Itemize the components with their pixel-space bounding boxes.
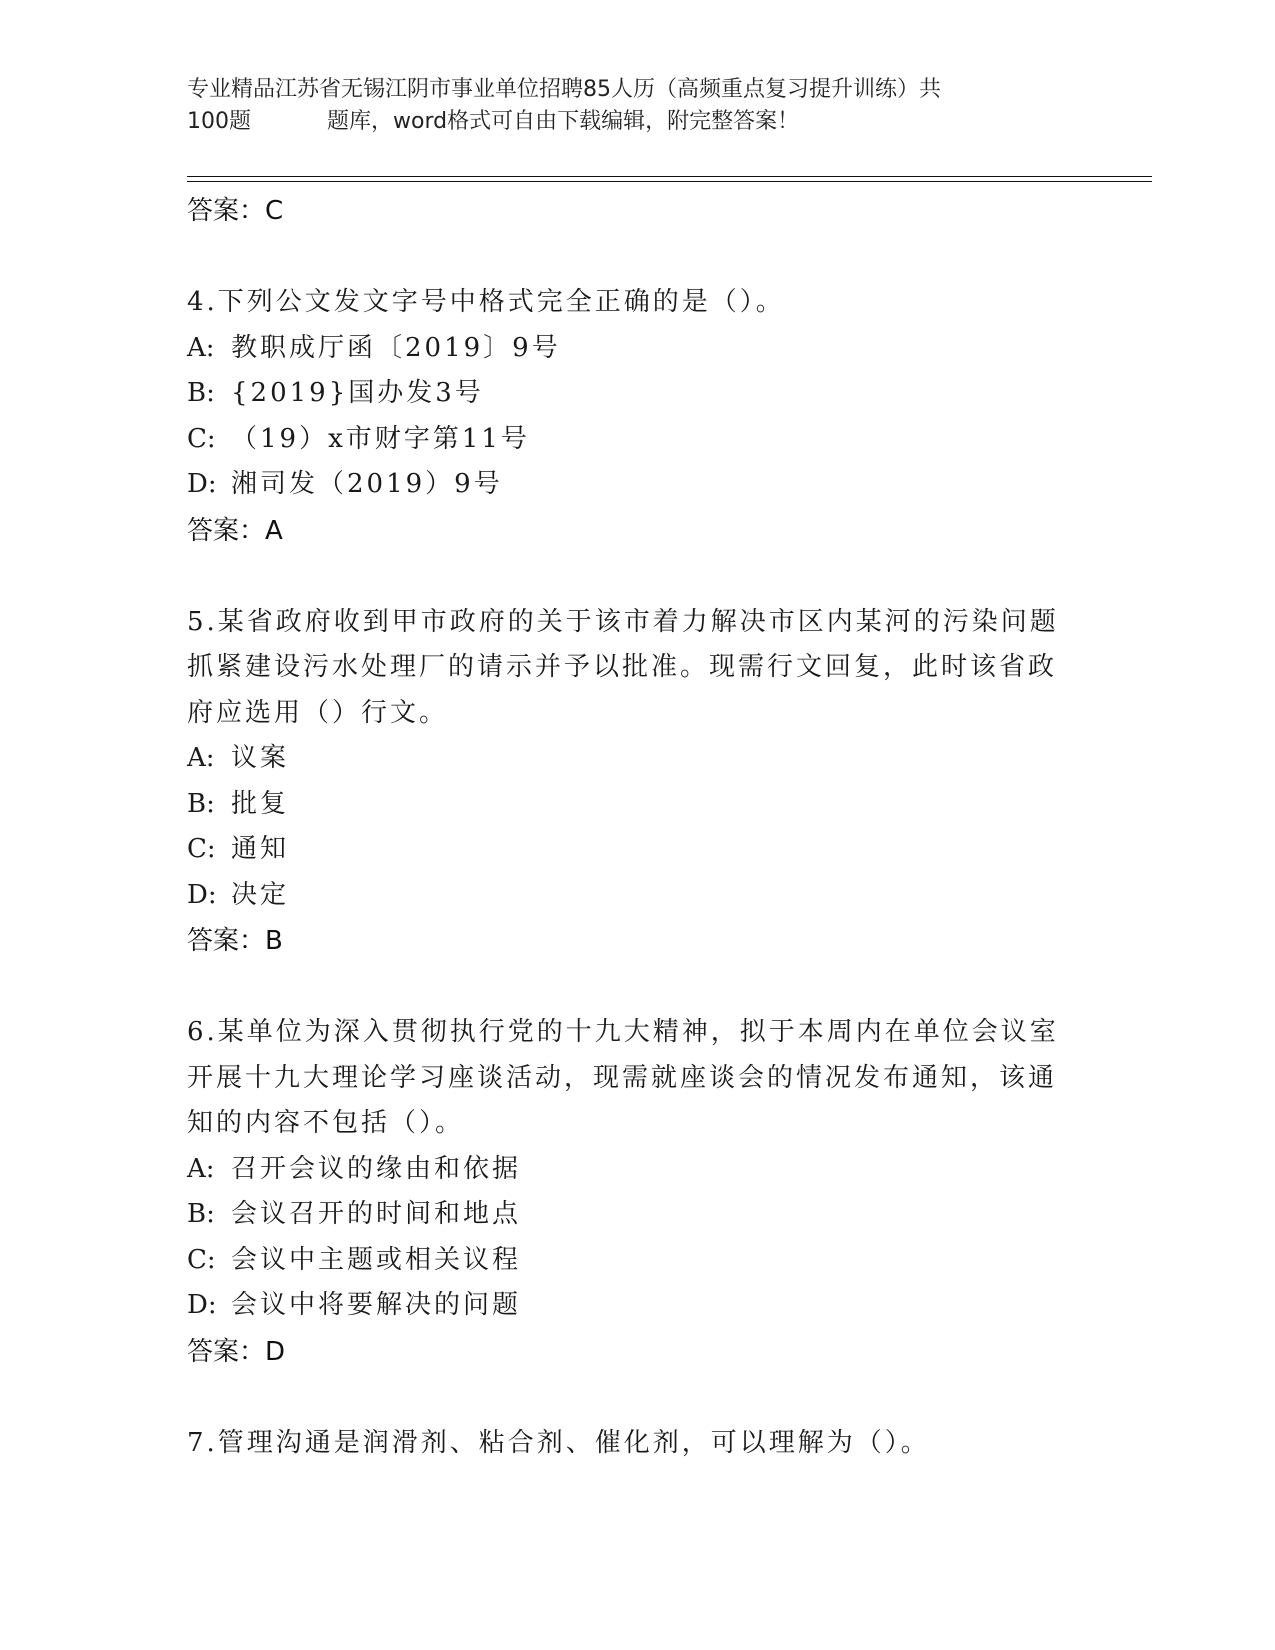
option-letter: B: [187, 788, 215, 819]
header-divider-top [187, 176, 1152, 177]
header-title-line-2 [187, 106, 1067, 138]
answer-line: 答案：B [187, 926, 283, 956]
question-item [187, 1421, 1087, 1467]
option-text: 会议中将要解决的问题 [231, 1290, 522, 1320]
option-letter: C: [187, 423, 216, 454]
answer-line: 答案：A [187, 515, 283, 546]
option-text: 批复 [231, 788, 290, 819]
option-item [187, 1238, 1087, 1284]
question-list [187, 188, 1087, 1466]
option-item [187, 873, 1087, 919]
option-item [187, 736, 1087, 782]
option-letter: C: [187, 1244, 216, 1275]
option-text: 召开会议的缘由和依据 [231, 1153, 522, 1184]
answer-line: 答案：C [187, 196, 284, 226]
option-text: 教职成厅函〔2019〕9号 [231, 332, 561, 363]
option-letter: D: [187, 469, 217, 499]
answer-line: 答案：D [187, 1336, 286, 1367]
question-text: 7.管理沟通是润滑剂、粘合剂、催化剂，可以理解为（）。 [187, 1427, 930, 1458]
option-text: {2019}国办发3号 [231, 378, 484, 408]
option-text: 会议中主题或相关议程 [231, 1244, 522, 1275]
question-text: 4.下列公文发文字号中格式完全正确的是（）。 [187, 287, 785, 317]
option-item [187, 1147, 1087, 1193]
option-text: 通知 [231, 834, 290, 864]
header-subtitle: 题库，word格式可自由下载编辑，附完整答案！ [327, 109, 800, 134]
option-item [187, 782, 1087, 828]
option-text: 湘司发（2019）9号 [231, 469, 503, 499]
question-item [187, 280, 1087, 554]
option-item [187, 462, 1087, 508]
option-letter: B: [187, 378, 215, 408]
option-item [187, 371, 1087, 417]
option-text: 决定 [231, 879, 290, 910]
option-item [187, 1192, 1087, 1238]
option-text: 会议召开的时间和地点 [231, 1199, 522, 1229]
option-text: （19）x市财字第11号 [231, 423, 530, 454]
option-letter: D: [187, 879, 217, 910]
option-letter: A: [187, 1153, 215, 1184]
option-item [187, 326, 1087, 372]
question-text: 5.某省政府收到甲市政府的关于该市着力解决市区内某河的污染问题抓紧建设污水处理厂的请示并予以批准。现需行文回复，此时该省政府应选用（）行文。 [187, 606, 1059, 728]
option-item [187, 827, 1087, 873]
header-title-line-1: 专业精品江苏省无锡江阴市事业单位招聘85人历（高频重点复习提升训练）共 [187, 77, 941, 102]
document-header [187, 74, 1067, 138]
question-text: 6.某单位为深入贯彻执行党的十九大精神，拟于本周内在单位会议室开展十九大理论学习座谈活动，现需就座谈会的情况发布通知，该通知的内容不包括（）。 [187, 1017, 1059, 1138]
option-item [187, 1283, 1087, 1329]
option-letter: D: [187, 1290, 217, 1320]
option-letter: C: [187, 834, 216, 864]
header-divider-bottom [187, 181, 1152, 182]
header-count: 100题 [187, 109, 251, 134]
option-letter: A: [187, 332, 215, 363]
question-item [187, 600, 1087, 965]
question-item [187, 1010, 1087, 1375]
option-item [187, 417, 1087, 463]
option-text: 议案 [231, 743, 290, 773]
option-letter: B: [187, 1199, 215, 1229]
option-letter: A: [187, 743, 215, 773]
